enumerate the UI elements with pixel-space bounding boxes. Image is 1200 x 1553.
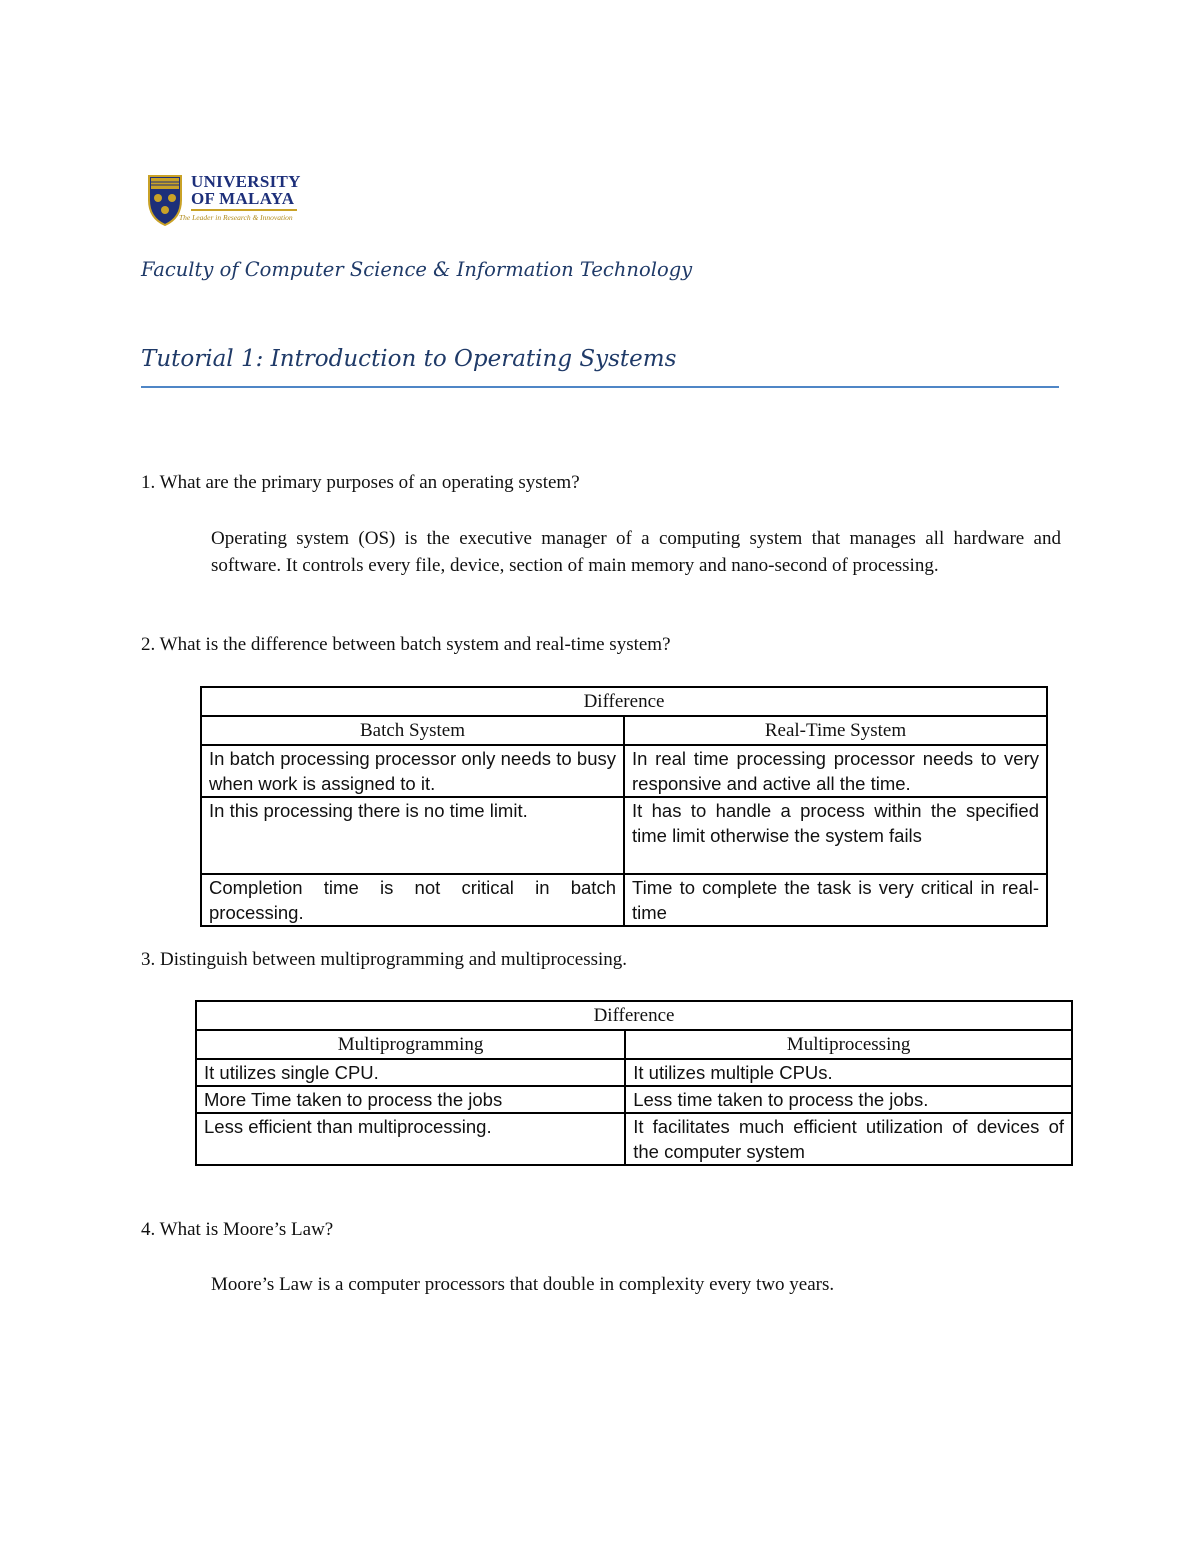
- faculty-name: Faculty of Computer Science & Information Technology: [141, 258, 693, 281]
- table-caption: Difference: [201, 687, 1047, 716]
- logo-tagline: The Leader in Research & Innovation: [179, 213, 293, 222]
- question-3: 3. Distinguish between multiprogramming and multiprocessing.: [141, 949, 628, 970]
- question-4: 4. What is Moore’s Law?: [141, 1219, 334, 1240]
- column-header: Real-Time System: [624, 716, 1047, 745]
- table-row: [201, 745, 1047, 797]
- title-divider: [141, 386, 1059, 388]
- batch-vs-realtime-table: [200, 686, 1048, 927]
- table-cell: In this processing there is no time limit.: [201, 797, 624, 874]
- logo-text-university: UNIVERSITY: [191, 172, 301, 191]
- table-cell: It has to handle a process within the specified time limit otherwise the system fails: [624, 797, 1047, 874]
- table-cell: Less efficient than multiprocessing.: [196, 1113, 625, 1165]
- table-cell: Less time taken to process the jobs.: [625, 1086, 1072, 1113]
- table-row: [196, 1059, 1072, 1086]
- column-header: Batch System: [201, 716, 624, 745]
- answer-4: [211, 1271, 1061, 1298]
- logo-underline: [191, 209, 297, 211]
- table-cell: More Time taken to process the jobs: [196, 1086, 625, 1113]
- answer-1-text: Operating system (OS) is the executive manager of a computing system that manages all hardware and software. It controls every file, device, section of main memory and nano-second of processing.: [211, 528, 1061, 576]
- question-2: 2. What is the difference between batch system and real-time system?: [141, 634, 671, 655]
- table-caption: Difference: [196, 1001, 1072, 1030]
- answer-1: [211, 525, 1061, 579]
- logo-text-malaya: OF MALAYA: [191, 189, 295, 208]
- multiprogramming-vs-multiprocessing-table: [195, 1000, 1073, 1166]
- table-row: [201, 797, 1047, 874]
- table-row: [196, 1086, 1072, 1113]
- column-header: Multiprocessing: [625, 1030, 1072, 1059]
- table-cell: Time to complete the task is very critical in real-time: [624, 874, 1047, 926]
- page-title: Tutorial 1: Introduction to Operating Systems: [141, 346, 677, 372]
- table-row: [201, 874, 1047, 926]
- university-crest-icon: [147, 174, 183, 226]
- table-cell: It facilitates much efficient utilization of devices of the computer system: [625, 1113, 1072, 1165]
- table-cell: It utilizes single CPU.: [196, 1059, 625, 1086]
- table-row: [196, 1113, 1072, 1165]
- question-1: 1. What are the primary purposes of an operating system?: [141, 472, 580, 493]
- answer-4-text: Moore’s Law is a computer processors that double in complexity every two years.: [211, 1274, 835, 1295]
- column-header: Multiprogramming: [196, 1030, 625, 1059]
- university-logo: [147, 172, 307, 230]
- table-cell: It utilizes multiple CPUs.: [625, 1059, 1072, 1086]
- table-cell: Completion time is not critical in batch processing.: [201, 874, 624, 926]
- table-cell: In real time processing processor needs to very responsive and active all the time.: [624, 745, 1047, 797]
- table-cell: In batch processing processor only needs to busy when work is assigned to it.: [201, 745, 624, 797]
